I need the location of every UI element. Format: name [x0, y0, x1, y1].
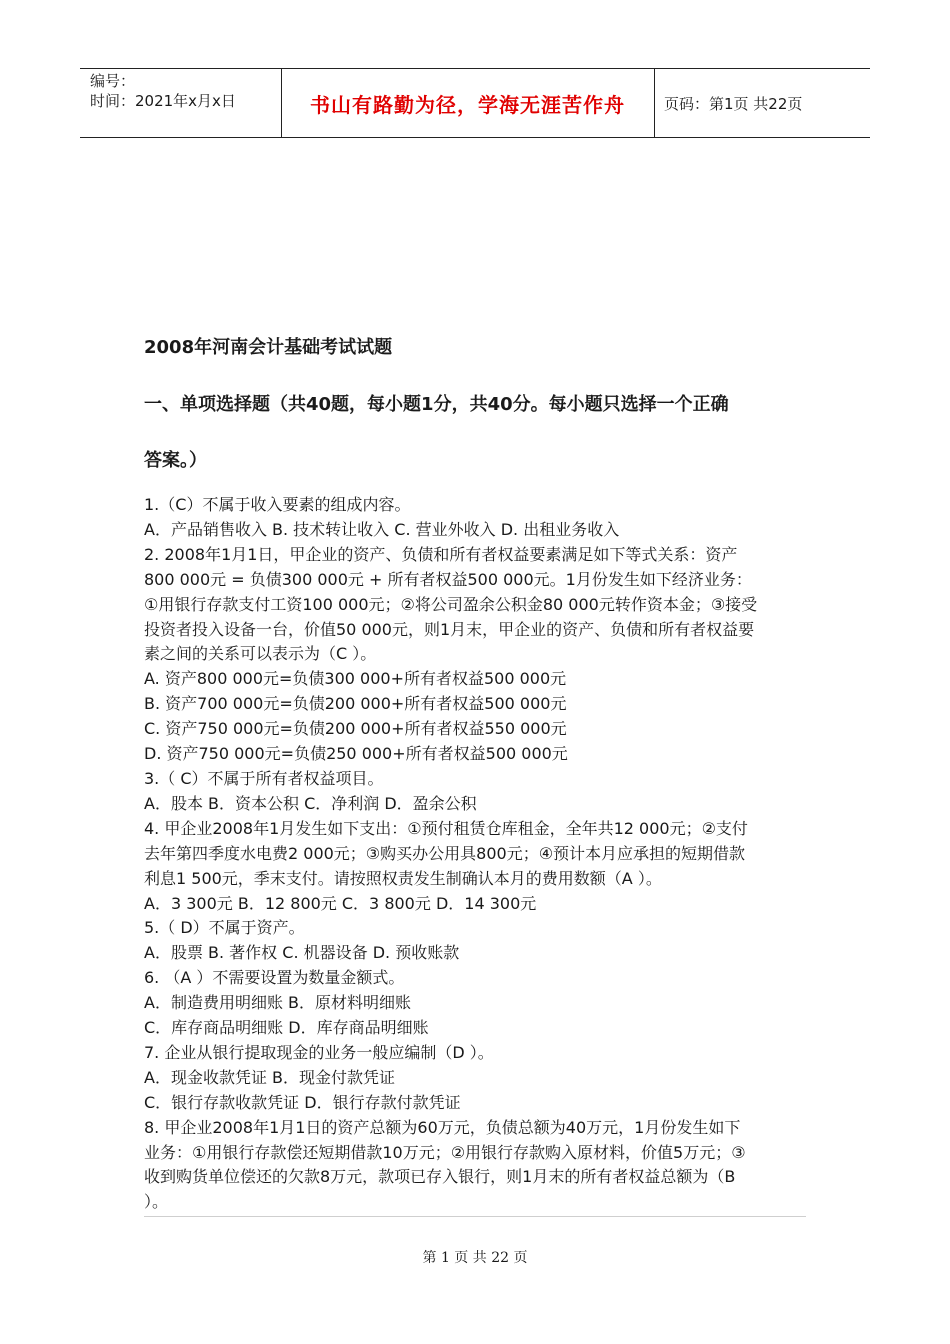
question-line: C．银行存款收款凭证 D．银行存款付款凭证: [144, 1092, 461, 1112]
question-line: 1.（C）不属于收入要素的组成内容。: [144, 495, 411, 514]
header-divider-right: [654, 69, 655, 137]
question-line: A．制造费用明细账 B．原材料明细账: [144, 993, 412, 1013]
question-line: 收到购货单位偿还的欠款8万元，款项已存入银行，则1月末的所有者权益总额为（B: [144, 1167, 736, 1187]
question-line: 去年第四季度水电费2 000元；③购买办公用具800元；④预计本月应承担的短期借款: [144, 843, 746, 863]
question-line: B. 资产700 000元=负债200 000+所有者权益500 000元: [144, 694, 567, 714]
question-lines: [144, 493, 824, 1215]
question-line: 8. 甲企业2008年1月1日的资产总额为60万元，负债总额为40万元，1月份发生如下: [144, 1117, 741, 1137]
question-line: 2. 2008年1月1日，甲企业的资产、负债和所有者权益要素满足如下等式关系：资产: [144, 544, 738, 564]
question-line: 利息1 500元，季末支付。请按照权责发生制确认本月的费用数额（A ）。: [144, 868, 662, 888]
question-line: 素之间的关系可以表示为（C ）。: [144, 644, 377, 664]
question-line: A．产品销售收入 B. 技术转让收入 C. 营业外收入 D. 出租业务收入: [144, 519, 620, 539]
question-line: 800 000元 = 负债300 000元 + 所有者权益500 000元。1月份发生如下经济业务：: [144, 569, 752, 589]
section-heading-line-1: 一、单项选择题（共40题，每小题1分，共40分。每小题只选择一个正确: [144, 394, 729, 415]
question-line: A．股票 B. 著作权 C. 机器设备 D. 预收账款: [144, 943, 460, 963]
document-time-label: 时间：2021年x月x日: [90, 92, 236, 110]
question-line: 5.（ D）不属于资产。: [144, 918, 305, 938]
question-line: 3.（ C）不属于所有者权益项目。: [144, 768, 384, 788]
header-motto: 书山有路勤为径，学海无涯苦作舟: [310, 92, 625, 117]
question-line: D. 资产750 000元=负债250 000+所有者权益500 000元: [144, 744, 568, 764]
footer-page-number: 第 1 页 共 22 页: [422, 1250, 528, 1266]
question-line: 投资者投入设备一台，价值50 000元，则1月末，甲企业的资产、负债和所有者权益要: [144, 619, 755, 639]
question-line: A．现金收款凭证 B．现金付款凭证: [144, 1067, 396, 1087]
question-line: ）。: [144, 1192, 169, 1212]
document-body: [144, 333, 824, 1215]
document-title: 2008年河南会计基础考试试题: [144, 337, 393, 358]
question-line: C. 资产750 000元=负债200 000+所有者权益550 000元: [144, 719, 567, 739]
question-line: ①用银行存款支付工资100 000元；②将公司盈余公积金80 000元转作资本金；③接受: [144, 594, 758, 614]
question-line: 4. 甲企业2008年1月发生如下支出：①预付租赁仓库租金，全年共12 000元；②支付: [144, 818, 748, 838]
question-line: C．库存商品明细账 D．库存商品明细账: [144, 1018, 429, 1038]
header-meta: [90, 71, 236, 111]
header-page-info: 页码：第1页 共22页: [664, 94, 803, 113]
footer-divider: [144, 1216, 806, 1217]
question-line: A．股本 B．资本公积 C．净利润 D．盈余公积: [144, 793, 477, 813]
question-line: 6. （A ）不需要设置为数量金额式。: [144, 968, 405, 988]
question-line: A. 资产800 000元=负债300 000+所有者权益500 000元: [144, 669, 567, 689]
section-heading-line-2: 答案。）: [144, 450, 207, 471]
question-line: A．3 300元 B．12 800元 C．3 800元 D．14 300元: [144, 893, 537, 913]
page-header: [80, 68, 870, 138]
question-line: 7. 企业从银行提取现金的业务一般应编制（D ）。: [144, 1042, 494, 1062]
document-number-label: 编号：: [90, 72, 136, 90]
question-line: 业务：①用银行存款偿还短期借款10万元；②用银行存款购入原材料，价值5万元；③: [144, 1142, 746, 1162]
